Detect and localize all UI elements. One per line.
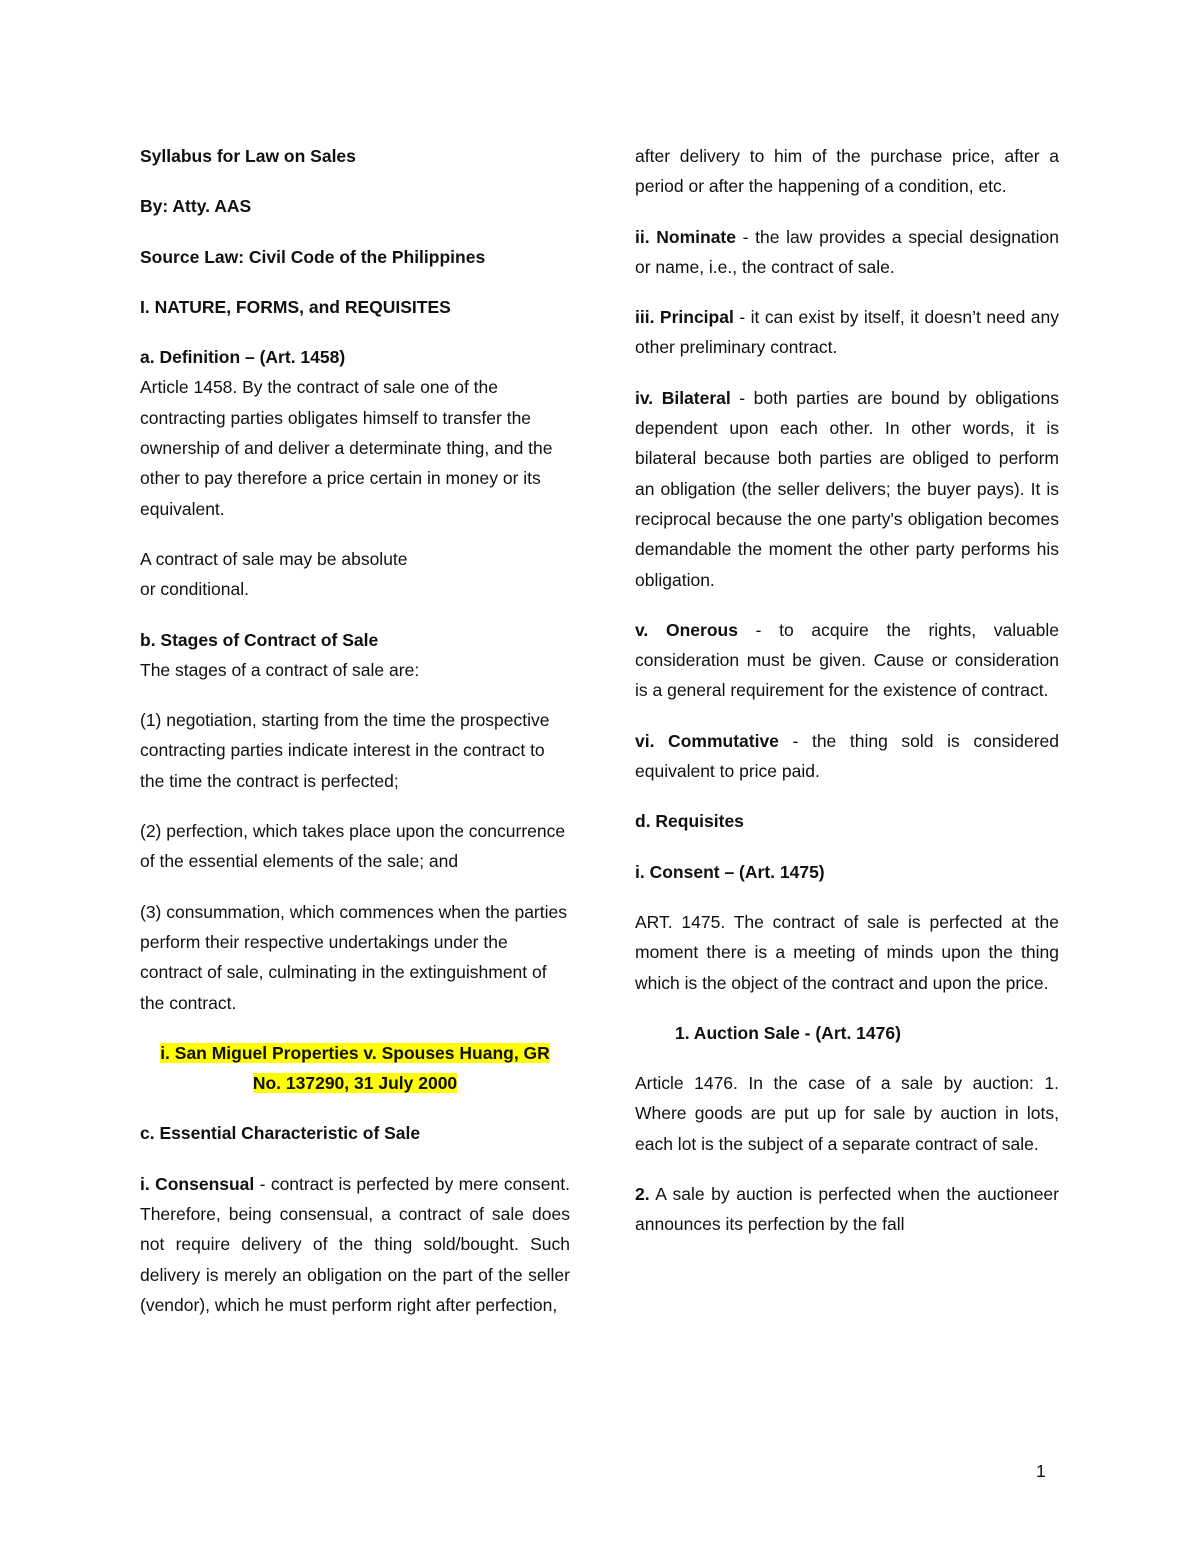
absolute-or-conditional-line1: A contract of sale may be absolute <box>140 548 408 569</box>
continuation-paragraph: after delivery to him of the purchase price, after a period or after the happening of a condition, etc. <box>635 146 1059 197</box>
article-1458-text: Article 1458. By the contract of sale one of the contracting parties obligates himself to transfer the ownership of and deliver a determinate thing, and the other to pay therefore a price certain in money or its equivalent. <box>140 377 553 519</box>
case-citation-line1: i. San Miguel Properties v. Spouses Huang, GR <box>160 1042 550 1063</box>
nominate-text: - the law provides a special designation or name, i.e., the contract of sale. <box>635 226 1059 277</box>
principal-paragraph <box>635 302 1059 363</box>
case-citation <box>140 1038 570 1099</box>
right-column <box>635 141 1059 1260</box>
source-line: Source Law: Civil Code of the Philippines <box>140 246 486 267</box>
auction-point-2-number: 2. <box>635 1184 650 1205</box>
section-heading: I. NATURE, FORMS, and REQUISITES <box>140 296 451 317</box>
onerous-paragraph <box>635 615 1059 706</box>
case-citation-line2: No. 137290, 31 July 2000 <box>252 1073 458 1094</box>
auction-sale-heading: 1. Auction Sale - (Art. 1476) <box>675 1022 901 1043</box>
author-line: By: Atty. AAS <box>140 196 252 217</box>
commutative-paragraph <box>635 726 1059 787</box>
nominate-paragraph <box>635 222 1059 283</box>
nominate-label: ii. Nominate <box>635 226 736 247</box>
stages-heading: b. Stages of Contract of Sale <box>140 629 379 650</box>
bilateral-label: iv. Bilateral <box>635 387 731 408</box>
stage-1-negotiation: (1) negotiation, starting from the time the prospective contracting parties indicate interest in the contract to the time the contract is perfected; <box>140 710 550 791</box>
commutative-text: - the thing sold is considered equivalent to price paid. <box>635 730 1059 782</box>
consensual-text: - contract is perfected by mere consent. Therefore, being consensual, a contract of sale does not require delivery of the thing sold/bought. Such delivery is merely an obligation on the part of the seller (vendor), which he must perform right after perfection, <box>140 1173 570 1315</box>
principal-label: iii. Principal <box>635 307 734 328</box>
consensual-paragraph <box>140 1169 570 1320</box>
left-column <box>140 141 570 1340</box>
principal-text: - it can exist by itself, it doesn’t need any other preliminary contract. <box>635 307 1059 358</box>
bilateral-text: - both parties are bound by obligations dependent upon each other. In other words, it is bilateral because both parties are obliged to perform an obligation (the seller delivers; the buyer pays). It is reciprocal because the one party's obligation becomes demandable the moment the other party performs his obligation. <box>635 387 1059 590</box>
stage-3-consummation: (3) consummation, which commences when the parties perform their respective undertakings under the contract of sale, culminating in the extinguishment of the contract. <box>140 901 567 1013</box>
bilateral-paragraph <box>635 383 1059 595</box>
article-1476-text: Article 1476. In the case of a sale by auction: 1. Where goods are put up for sale by auction in lots, each lot is the subject of a separate contract of sale. <box>635 1073 1059 1154</box>
requisites-heading: d. Requisites <box>635 811 744 832</box>
auction-point-2-text: A sale by auction is perfected when the auctioneer announces its perfection by the fall <box>635 1184 1059 1235</box>
article-1475-text: ART. 1475. The contract of sale is perfected at the moment there is a meeting of minds upon the thing which is the object of the contract and upon the price. <box>635 911 1059 993</box>
definition-heading: a. Definition – (Art. 1458) <box>140 347 346 368</box>
absolute-or-conditional-line2: or conditional. <box>140 579 249 600</box>
onerous-label: v. Onerous <box>635 619 738 640</box>
document-title: Syllabus for Law on Sales <box>140 146 356 166</box>
commutative-label: vi. Commutative <box>635 730 779 751</box>
stages-intro: The stages of a contract of sale are: <box>140 659 420 680</box>
onerous-text: - to acquire the rights, valuable consideration must be given. Cause or consideration is a general requirement for the existence of contract. <box>635 619 1059 701</box>
stage-2-perfection: (2) perfection, which takes place upon the concurrence of the essential elements of the sale; and <box>140 821 566 872</box>
page-number: 1 <box>1036 1461 1046 1481</box>
characteristic-heading: c. Essential Characteristic of Sale <box>140 1123 421 1144</box>
auction-point-2 <box>635 1179 1059 1240</box>
consensual-label: i. Consensual <box>140 1173 255 1194</box>
consent-heading: i. Consent – (Art. 1475) <box>635 861 825 882</box>
